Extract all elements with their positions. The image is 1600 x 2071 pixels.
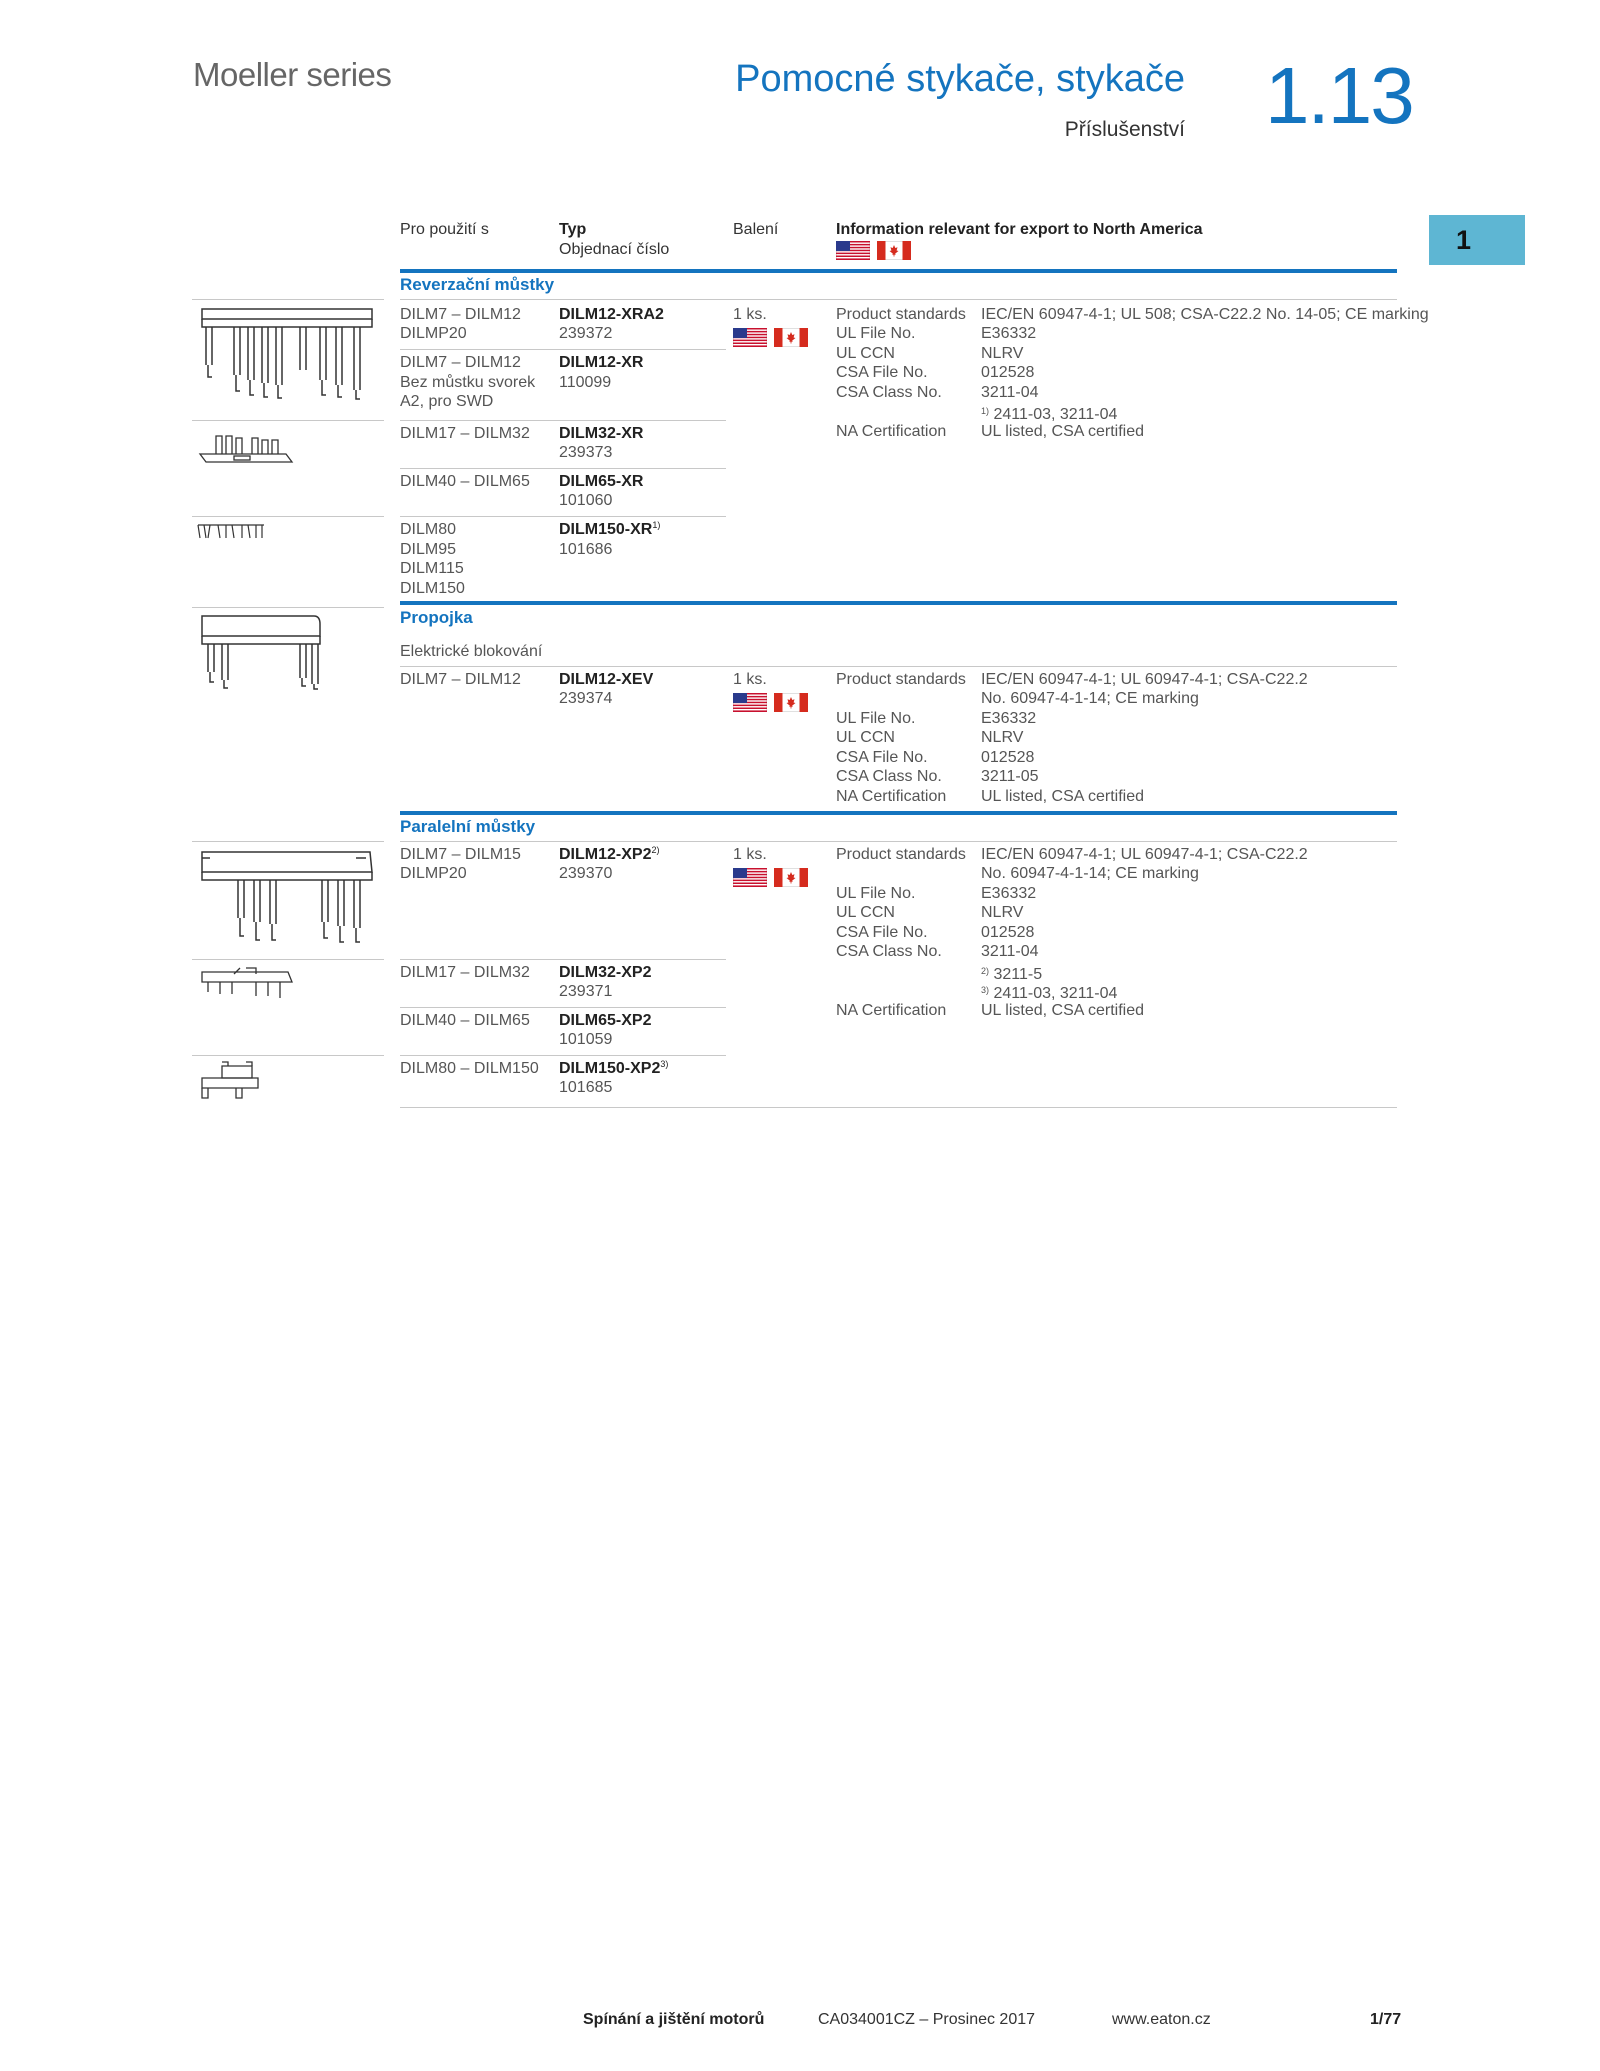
series-label: Moeller series [193,56,392,93]
use-text: DILM95 [400,541,457,558]
type-code: DILM65-XR [559,473,644,490]
na-label: UL File No. [836,885,916,902]
type-code: DILM12-XP2$^{2)}$ [559,845,660,863]
row-divider [400,1055,726,1056]
na-label: CSA Class No. [836,768,942,785]
col-header-na: Information relevant for export to North America [836,221,1203,238]
image-divider [192,959,384,960]
product-image-reversing-link [196,428,296,468]
na-footnote: $^{2)}$ 3211-5 [981,966,1043,983]
use-text: DILM17 – DILM32 [400,964,530,981]
section-subtitle: Elektrické blokování [400,643,543,660]
order-number: 239370 [559,865,613,882]
na-label: NA Certification [836,788,947,805]
product-image-reversing-link [196,305,376,400]
na-label: UL File No. [836,710,916,727]
product-image-mechanical-interlock [196,610,326,690]
na-label: UL CCN [836,345,895,362]
row-divider [400,516,726,517]
section-divider [400,269,1397,273]
packaging: 1 ks. [733,671,767,688]
use-text: DILM40 – DILM65 [400,473,530,490]
section-number: 1.13 [1265,51,1413,140]
product-image-paralleling-link [196,1058,266,1103]
na-value: IEC/EN 60947-4-1; UL 508; CSA-C22.2 No. 14-05; CE marking [981,306,1429,323]
type-code: DILM32-XP2 [559,964,652,981]
na-footnote: $^{1)}$ 2411-03, 3211-04 [981,406,1118,423]
use-text: DILM17 – DILM32 [400,425,530,442]
packaging: 1 ks. [733,306,767,323]
row-divider [400,841,1397,842]
canada-flag-icon [774,693,808,712]
chapter-tab[interactable]: 1 [1429,215,1525,265]
use-text: Bez můstku svorek [400,374,536,391]
product-image-reversing-link [196,522,266,542]
product-image-paralleling-link [196,848,376,948]
use-text: DILM40 – DILM65 [400,1012,530,1029]
footer-doc: CA034001CZ – Prosinec 2017 [818,2011,1036,2028]
image-divider [192,516,384,517]
na-label: CSA Class No. [836,943,942,960]
order-number: 239372 [559,325,613,342]
na-value: IEC/EN 60947-4-1; UL 60947-4-1; CSA-C22.2 [981,671,1308,688]
section-divider [400,601,1397,605]
na-value: No. 60947-4-1-14; CE marking [981,690,1199,707]
na-value: 012528 [981,924,1035,941]
type-code: DILM12-XR [559,354,644,371]
product-image-paralleling-link [196,962,296,1002]
use-text: DILM115 [400,560,464,577]
na-value: NLRV [981,345,1024,362]
na-value: 012528 [981,364,1035,381]
use-text: DILM150 [400,580,465,597]
page-title: Pomocné stykače, stykače [735,58,1185,100]
section-title-propojka: Propojka [400,608,473,627]
packaging: 1 ks. [733,846,767,863]
na-label: CSA File No. [836,749,928,766]
col-header-use: Pro použití s [400,221,489,238]
canada-flag-icon [774,328,808,347]
row-divider [400,959,726,960]
na-value: UL listed, CSA certified [981,423,1145,440]
na-label: CSA File No. [836,924,928,941]
order-number: 239374 [559,690,613,707]
type-code: DILM32-XR [559,425,644,442]
col-header-packaging: Balení [733,221,779,238]
na-value: 3211-04 [981,384,1039,401]
section-divider [400,811,1397,815]
footer-web-link[interactable]: www.eaton.cz [1112,2011,1211,2028]
use-text: DILMP20 [400,865,467,882]
section-title-reverzni: Reverzační můstky [400,275,555,294]
row-divider [400,666,1397,667]
na-value: NLRV [981,904,1024,921]
use-text: DILM7 – DILM12 [400,306,521,323]
footer-title: Spínání a jištění motorů [583,2011,765,2028]
image-divider [192,420,384,421]
na-label: CSA File No. [836,364,928,381]
na-label: CSA Class No. [836,384,942,401]
na-label: Product standards [836,846,966,863]
na-value: E36332 [981,885,1037,902]
use-text: DILM80 [400,521,457,538]
row-divider [400,299,1397,300]
na-value: UL listed, CSA certified [981,788,1145,805]
order-number: 101686 [559,541,613,558]
image-divider [192,841,384,842]
use-text: A2, pro SWD [400,393,494,410]
row-divider [400,349,726,350]
na-value: 012528 [981,749,1035,766]
type-code: DILM12-XRA2 [559,306,664,323]
row-divider [400,468,726,469]
na-value: 3211-04 [981,943,1039,960]
image-divider [192,1055,384,1056]
na-label: NA Certification [836,1002,947,1019]
na-value: E36332 [981,710,1037,727]
na-value: IEC/EN 60947-4-1; UL 60947-4-1; CSA-C22.2 [981,846,1308,863]
order-number: 101060 [559,492,613,509]
col-header-type: Typ [559,221,587,238]
na-value: No. 60947-4-1-14; CE marking [981,865,1199,882]
use-text: DILM7 – DILM15 [400,846,521,863]
use-text: DILM7 – DILM12 [400,671,521,688]
footer-page-number: 1/77 [1370,2011,1402,2028]
type-code: DILM150-XR$^{1)}$ [559,520,661,538]
order-number: 110099 [559,374,612,391]
row-divider [400,420,726,421]
us-flag-icon [733,328,767,347]
order-number: 101685 [559,1079,613,1096]
type-code: DILM12-XEV [559,671,654,688]
canada-flag-icon [774,868,808,887]
use-text: DILM80 – DILM150 [400,1060,539,1077]
image-divider [192,607,384,608]
na-label: Product standards [836,671,966,688]
section-title-paralelni: Paralelní můstky [400,817,536,836]
image-divider [192,299,384,300]
type-code: DILM150-XP2$^{3)}$ [559,1059,669,1077]
na-value: 3211-05 [981,768,1039,785]
order-number: 239373 [559,444,613,461]
na-value: UL listed, CSA certified [981,1002,1145,1019]
na-value: E36332 [981,325,1037,342]
canada-flag-icon [877,241,911,260]
order-number: 239371 [559,983,613,1000]
na-value: NLRV [981,729,1024,746]
page-subtitle: Příslušenství [1064,118,1185,141]
row-divider [400,1007,726,1008]
na-label: Product standards [836,306,966,323]
use-text: DILMP20 [400,325,467,342]
us-flag-icon [733,868,767,887]
order-number: 101059 [559,1031,613,1048]
na-label: UL File No. [836,325,916,342]
na-label: NA Certification [836,423,947,440]
type-code: DILM65-XP2 [559,1012,652,1029]
na-footnote: $^{3)}$ 2411-03, 3211-04 [981,985,1118,1002]
us-flag-icon [733,693,767,712]
use-text: DILM7 – DILM12 [400,354,521,371]
col-header-order: Objednací číslo [559,241,670,258]
us-flag-icon [836,241,870,260]
na-label: UL CCN [836,904,895,921]
na-label: UL CCN [836,729,895,746]
table-bottom-line [400,1107,1397,1108]
